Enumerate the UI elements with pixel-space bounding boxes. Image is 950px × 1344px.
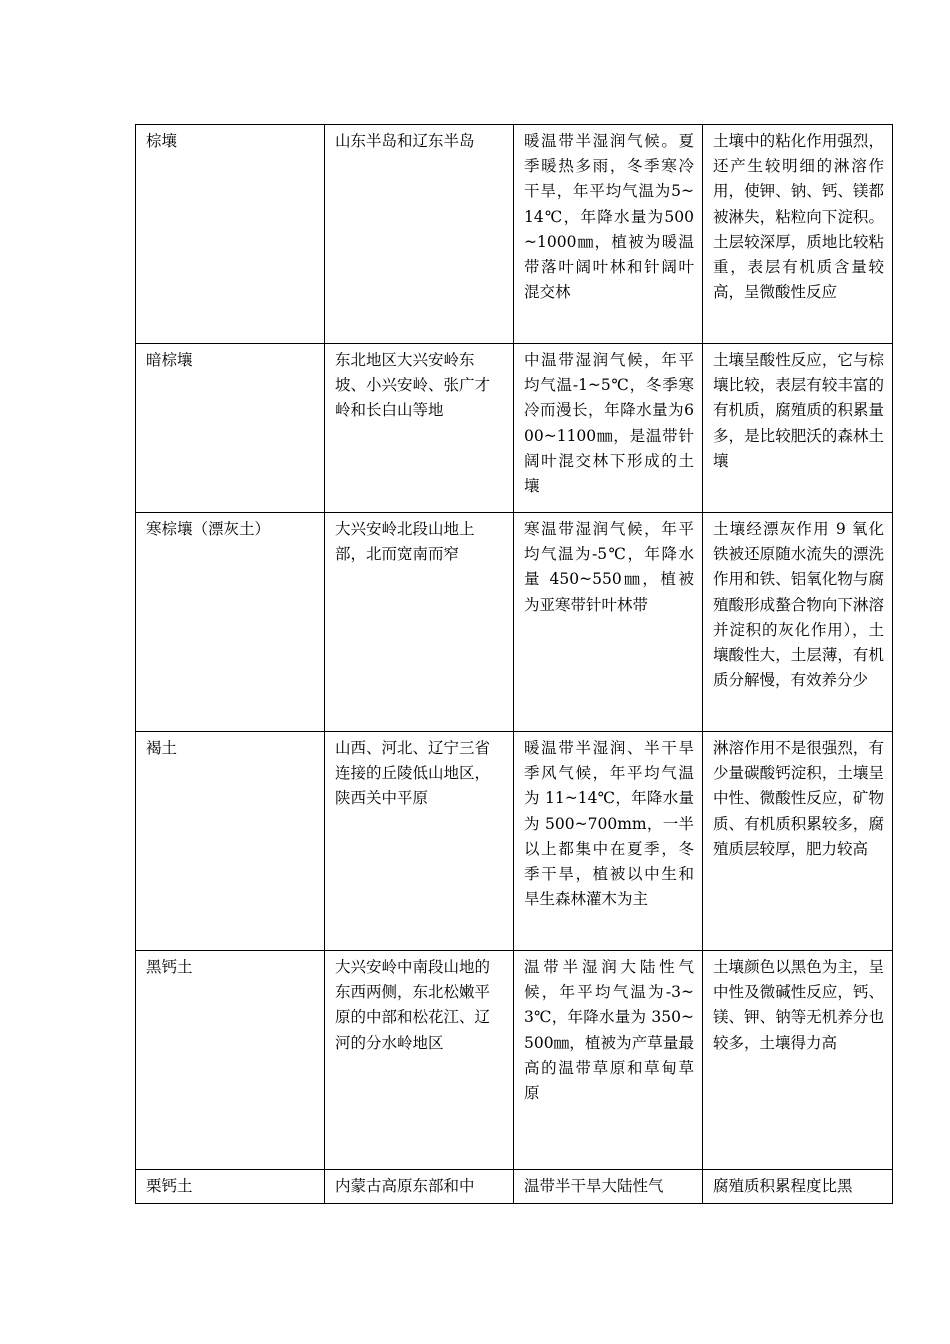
climate-vegetation-cell: 暖温带半湿润气候。夏季暖热多雨，冬季寒冷干旱，年平均气温为5~14℃，年降水量为500~1000㎜，植被为暖温带落叶阔叶林和针阔叶混交林 — [514, 125, 703, 344]
soil-name-cell: 棕壤 — [136, 125, 325, 344]
distribution-region-cell: 东北地区大兴安岭东坡、小兴安岭、张广才岭和长白山等地 — [325, 344, 514, 513]
table-row — [136, 951, 893, 1170]
climate-vegetation-cell: 温带半湿润大陆性气候，年平均气温为-3~3℃，年降水量为 350~500㎜，植被为产草量最高的温带草原和草甸草原 — [514, 951, 703, 1170]
soil-features-cell: 土壤中的粘化作用强烈，还产生较明细的淋溶作用，使钾、钠、钙、镁都被淋失，粘粒向下淀积。土层较深厚，质地比较粘重，表层有机质含量较高，呈微酸性反应 — [703, 125, 893, 344]
table-row — [136, 1170, 893, 1204]
soil-features-cell: 土壤颜色以黑色为主，呈中性及微碱性反应，钙、镁、钾、钠等无机养分也较多，土壤得力高 — [703, 951, 893, 1170]
soil-name-cell: 栗钙土 — [136, 1170, 325, 1204]
distribution-region-cell: 山西、河北、辽宁三省连接的丘陵低山地区，陕西关中平原 — [325, 732, 514, 951]
distribution-region-cell: 山东半岛和辽东半岛 — [325, 125, 514, 344]
distribution-region-cell: 内蒙古高原东部和中 — [325, 1170, 514, 1204]
soil-types-table — [135, 124, 893, 1204]
climate-vegetation-cell: 温带半干旱大陆性气 — [514, 1170, 703, 1204]
distribution-region-cell: 大兴安岭中南段山地的东西两侧，东北松嫩平原的中部和松花江、辽河的分水岭地区 — [325, 951, 514, 1170]
table-row — [136, 344, 893, 513]
soil-features-cell: 腐殖质积累程度比黑 — [703, 1170, 893, 1204]
table-row — [136, 732, 893, 951]
soil-name-cell: 暗棕壤 — [136, 344, 325, 513]
soil-name-cell: 寒棕壤（漂灰土） — [136, 513, 325, 732]
soil-features-cell: 土壤呈酸性反应，它与棕壤比较，表层有较丰富的有机质，腐殖质的积累量多，是比较肥沃的森林土壤 — [703, 344, 893, 513]
soil-name-cell: 褐土 — [136, 732, 325, 951]
soil-features-cell: 淋溶作用不是很强烈，有少量碳酸钙淀积，土壤呈中性、微酸性反应，矿物质、有机质积累较多，腐殖质层较厚，肥力较高 — [703, 732, 893, 951]
climate-vegetation-cell: 暖温带半湿润、半干旱季风气候，年平均气温为 11~14℃，年降水量为 500~700mm，一半以上都集中在夏季，冬季干旱，植被以中生和旱生森林灌木为主 — [514, 732, 703, 951]
soil-features-cell: 土壤经漂灰作用 9 氧化铁被还原随水流失的漂洗作用和铁、铝氧化物与腐殖酸形成螯合物向下淋溶并淀积的灰化作用），土壤酸性大，土层薄，有机质分解慢，有效养分少 — [703, 513, 893, 732]
climate-vegetation-cell: 寒温带湿润气候，年平均气温为-5℃，年降水量 450~550㎜，植被为亚寒带针叶林带 — [514, 513, 703, 732]
climate-vegetation-cell: 中温带湿润气候，年平均气温-1~5℃，冬季寒冷而漫长，年降水量为600~1100㎜，是温带针阔叶混交林下形成的土壤 — [514, 344, 703, 513]
table-row — [136, 125, 893, 344]
distribution-region-cell: 大兴安岭北段山地上部，北而宽南而窄 — [325, 513, 514, 732]
table-row — [136, 513, 893, 732]
soil-name-cell: 黑钙土 — [136, 951, 325, 1170]
